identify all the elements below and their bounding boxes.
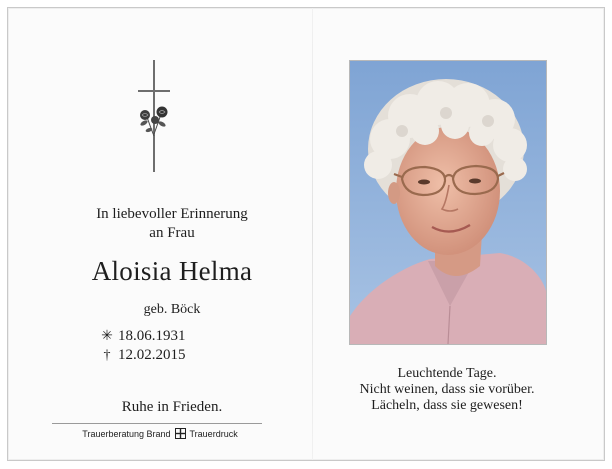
cross-box-icon <box>175 428 186 439</box>
cross-with-roses-icon <box>132 60 176 172</box>
poem-line-1: Leuchtende Tage. <box>397 366 497 381</box>
poem-line-3: Lächeln, dass sie gewesen! <box>371 398 523 413</box>
birth-date-row <box>96 328 186 345</box>
birth-date: 18.06.1931 <box>118 328 186 344</box>
intro-line-1: In liebevoller Erinnerung <box>96 206 248 222</box>
death-date: 12.02.2015 <box>118 347 186 363</box>
footer-divider <box>52 423 262 424</box>
card-fold <box>312 8 313 460</box>
portrait-photo <box>349 60 547 345</box>
footer-right-text: Trauerdruck <box>189 428 238 439</box>
deceased-name: Aloisia Helma <box>91 256 253 286</box>
intro-line-2: an Frau <box>149 225 195 241</box>
closing-line: Ruhe in Frieden. <box>121 399 223 415</box>
printer-footer <box>44 428 276 439</box>
footer-left-text: Trauerberatung Brand <box>82 428 171 439</box>
memorial-card <box>7 7 605 461</box>
poem <box>323 366 571 414</box>
poem-line-2: Nicht weinen, dass sie vorüber. <box>359 382 535 397</box>
portrait-illustration <box>350 61 546 344</box>
birth-star-icon: ✳ <box>101 329 113 344</box>
death-date-row <box>96 347 186 364</box>
birth-name: geb. Böck <box>143 302 201 317</box>
death-cross-icon: † <box>103 347 111 363</box>
